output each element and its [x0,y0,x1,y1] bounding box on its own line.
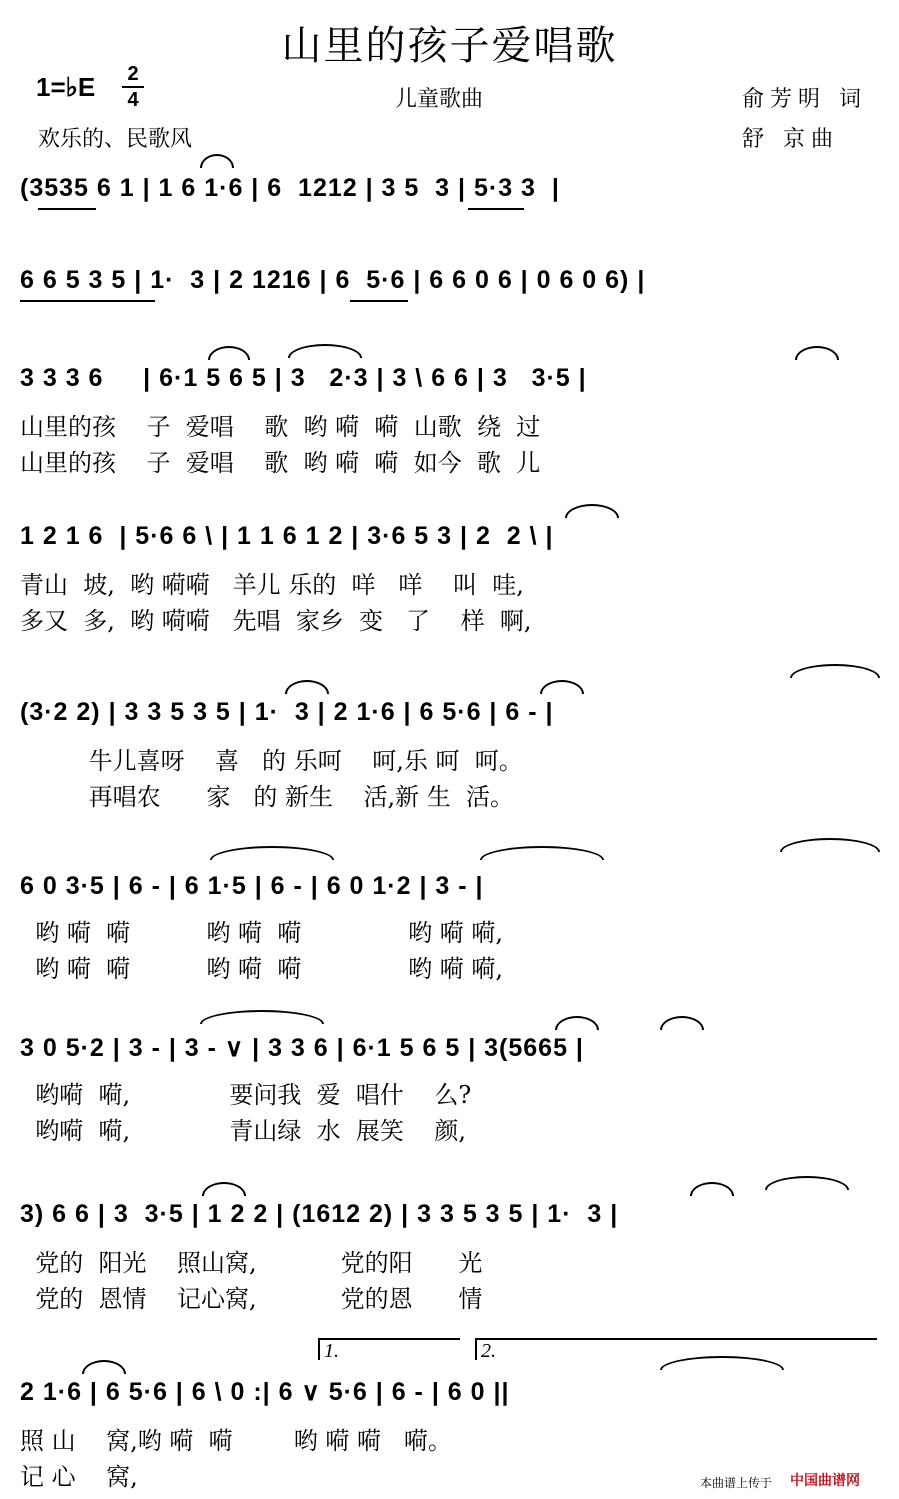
lyrics-verse-2: 山里的孩 子 爱唱 歌 哟 嗬 嗬 如今 歌 儿 [20,449,541,477]
notation-line: 6 6 5 3 5 | 1· 3 | 2 1216 | 6 5·6 | 6 6 0 6 | 0 6 0 6) | [20,266,646,294]
time-signature [122,62,144,112]
slur-mark [690,1182,734,1196]
lyrics-verse-2: 党的 恩情 记心窝, 党的恩 情 [20,1285,483,1313]
second-ending-bracket [475,1338,877,1360]
lyrics-verse-1: 哟嗬 嗬, 要问我 爱 唱什 么? [20,1081,472,1109]
first-ending-bracket [318,1338,460,1360]
slur-mark [660,1016,704,1030]
beam [468,208,524,210]
slur-mark [790,664,880,678]
slur-mark [540,680,584,694]
beam [350,300,408,302]
lyrics-verse-2: 多又 多, 哟 嗬嗬 先唱 家乡 变 了 样 啊, [20,607,532,635]
notation-line: 3 0 5·2 | 3 - | 3 - ∨ | 3 3 6 | 6·1 5 6 5 | 3(5665 | [20,1034,584,1062]
lyrics-verse-2: 记 心 窝, [20,1463,138,1491]
composer-credit: 舒 京曲 [742,127,839,152]
lyrics-verse-1: 哟 嗬 嗬 哟 嗬 嗬 哟 嗬 嗬, [20,919,504,947]
lyrics-verse-2: 哟嗬 嗬, 青山绿 水 展笑 颜, [20,1117,466,1145]
slur-mark [555,1016,599,1030]
slur-mark [200,154,234,168]
slur-mark [288,344,362,358]
meter-bottom: 4 [122,86,144,112]
site-logo: 中国曲谱网 [790,1472,860,1488]
song-genre: 儿童歌曲 [395,87,484,112]
tempo-marking: 欢乐的、民歌风 [38,127,193,152]
meter-top: 2 [127,63,139,85]
lyrics-verse-1: 青山 坡, 哟 嗬嗬 羊儿 乐的 咩 咩 叫 哇, [20,571,524,599]
upload-source-text: 本曲谱上传于 [700,1476,773,1490]
slur-mark [208,346,250,360]
beam [38,208,96,210]
slur-mark [202,1182,246,1196]
song-title: 山里的孩子爱唱歌 [281,23,618,69]
slur-mark [210,846,334,860]
slur-mark [565,504,619,518]
first-ending-label: 1. [324,1340,339,1362]
beam [20,300,155,302]
lyrics-verse-1: 牛儿喜呀 喜 的 乐呵 呵,乐 呵 呵。 [20,747,523,775]
notation-line: 2 1·6 | 6 5·6 | 6 \ 0 :| 6 ∨ 5·6 | 6 - | 6 0 || [20,1378,510,1406]
slur-mark [285,680,329,694]
lyrics-verse-1: 照 山 窝,哟 嗬 嗬 哟 嗬 嗬 嗬。 [20,1427,452,1455]
slur-mark [480,846,604,860]
notation-line: 3 3 3 6 | 6·1 5 6 5 | 3 2·3 | 3 \ 6 6 | 3 3·5 | [20,364,587,392]
notation-line: 6 0 3·5 | 6 - | 6 1·5 | 6 - | 6 0 1·2 | 3 - | [20,872,484,900]
lyrics-verse-2: 再唱农 家 的 新生 活,新 生 活。 [20,783,514,811]
slur-mark [765,1176,849,1190]
slur-mark [200,1010,324,1024]
notation-line: 1 2 1 6 | 5·6 6 \ | 1 1 6 1 2 | 3·6 5 3 | 2 2 \ | [20,522,554,550]
slur-mark [795,346,839,360]
lyrics-verse-2: 哟 嗬 嗬 哟 嗬 嗬 哟 嗬 嗬, [20,955,504,983]
notation-line: (3535 6 1 | 1 6 1·6 | 6 1212 | 3 5 3 | 5·3 3 | [20,174,560,202]
notation-line: 3) 6 6 | 3 3·5 | 1 2 2 | (1612 2) | 3 3 5 3 5 | 1· 3 | [20,1200,619,1228]
lyrics-verse-1: 山里的孩 子 爱唱 歌 哟 嗬 嗬 山歌 绕 过 [20,413,541,441]
slur-mark [780,838,880,852]
slur-mark [82,1360,126,1374]
lyrics-verse-1: 党的 阳光 照山窝, 党的阳 光 [20,1249,483,1277]
lyricist-credit: 俞芳明 词 [742,87,867,112]
second-ending-label: 2. [481,1340,496,1362]
notation-line: (3·2 2) | 3 3 5 3 5 | 1· 3 | 2 1·6 | 6 5·6 | 6 - | [20,698,554,726]
key-signature: 1=♭E [36,72,96,102]
